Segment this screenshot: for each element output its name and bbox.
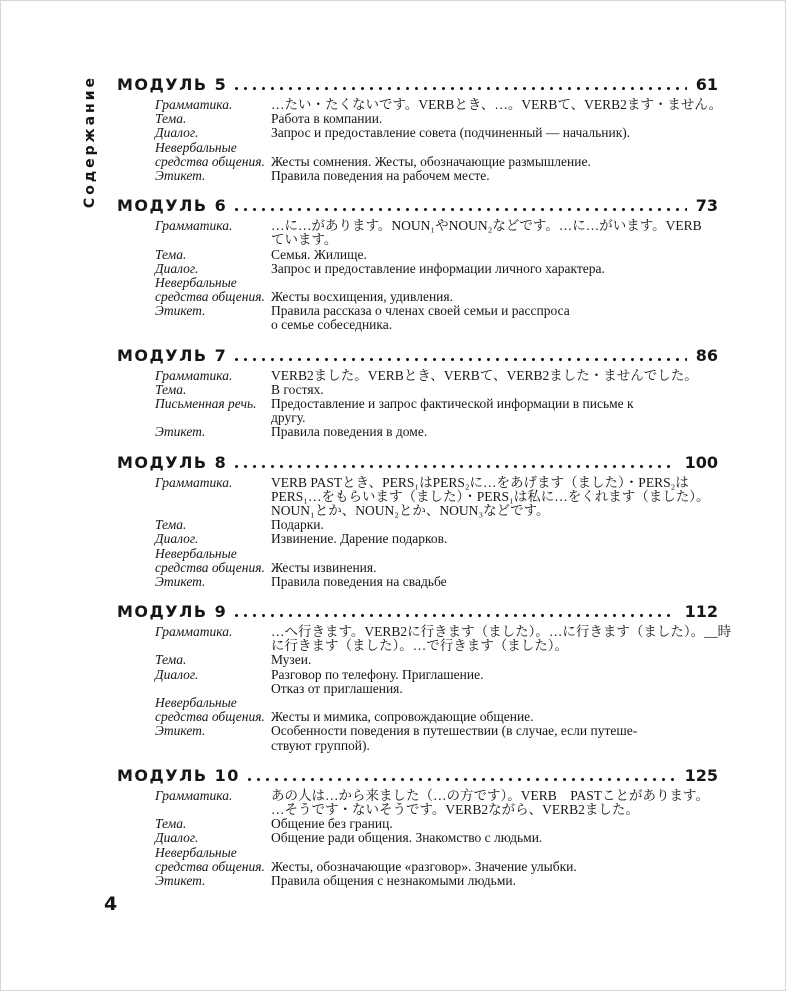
topic-text: ています。 (271, 232, 338, 248)
topic-label: средства общения. (155, 858, 265, 874)
topic-text: Жесты сомнения. Жесты, обозначающие размышление. (271, 153, 591, 169)
topic-label: Грамматика. (155, 787, 233, 803)
toc-line (117, 575, 718, 589)
topic-text: …に…があります。NOUN₁やNOUN₂などです。…に…がいます。VERB (271, 218, 702, 234)
topic-label: Грамматика. (155, 218, 233, 234)
toc-line (117, 369, 718, 383)
module-title: МОДУЛЬ 9 (117, 602, 228, 622)
topic-text: Жесты и мимика, сопровождающие общение. (271, 709, 534, 725)
topic-label: Тема. (155, 517, 187, 533)
toc-line (117, 169, 718, 183)
topic-label: Этикет. (155, 573, 206, 589)
page-number: 4 (104, 893, 118, 915)
module-page-number: 125 (684, 765, 718, 785)
toc-line (117, 846, 718, 860)
module-section (117, 453, 718, 590)
topic-text: Правила рассказа о членах своей семьи и расспроса (271, 303, 570, 319)
topic-text: Работа в компании. (271, 111, 383, 127)
toc-line (117, 696, 718, 710)
topic-text: Правила поведения на рабочем месте. (271, 167, 490, 183)
topic-text: …そうです・ないそうです。VERB2ながら、VERB2ました。 (271, 801, 639, 817)
topic-text: Правила поведения в доме. (271, 424, 428, 440)
toc-line (117, 126, 718, 140)
toc-line (117, 397, 718, 411)
toc-line (117, 304, 718, 318)
topic-text: Подарки. (271, 517, 324, 533)
topic-label: Письменная речь. (155, 396, 257, 411)
toc-line (117, 817, 718, 831)
toc-line (117, 411, 718, 425)
toc-line (117, 653, 718, 667)
topic-label (155, 639, 271, 653)
toc-line (117, 490, 718, 504)
toc-line (117, 141, 718, 155)
topic-text: Запрос и предоставление совета (подчиненный — начальник). (271, 125, 631, 141)
topic-text: Отказ от приглашения. (271, 680, 403, 696)
topic-label (155, 490, 271, 504)
topic-label: Этикет. (155, 303, 206, 319)
toc-line (117, 219, 718, 233)
topic-text: Жесты, обозначающие «разговор». Значение улыбки. (271, 858, 577, 874)
topic-text: Правила общения с незнакомыми людьми. (271, 872, 516, 888)
topic-label: Грамматика. (155, 97, 233, 112)
topic-text: Запрос и предоставление информации личного характера. (271, 260, 605, 276)
topic-label: Диалог. (155, 125, 199, 141)
topic-label: Грамматика. (155, 624, 233, 640)
toc-line (117, 248, 718, 262)
toc-line (117, 639, 718, 653)
module-page-number: 61 (695, 75, 718, 94)
module-page-number: 73 (695, 196, 718, 216)
topic-label: Грамматика. (155, 367, 233, 383)
dot-leader (235, 465, 675, 468)
topic-text: Семья. Жилище. (271, 246, 367, 262)
toc-line (117, 518, 718, 532)
topic-label (155, 233, 271, 247)
topic-text: другу. (271, 410, 306, 426)
toc-line (117, 561, 718, 575)
topic-label: средства общения. (155, 709, 265, 725)
toc-line (117, 831, 718, 845)
toc-line (117, 803, 718, 817)
topic-label (155, 739, 271, 753)
topic-text: Музеи. (271, 652, 312, 668)
topic-text: …へ行きます。VERB2に行きます（ました）。…に行きます（ました）。__時 (271, 624, 732, 640)
topic-text: Правила поведения на свадьбе (271, 573, 447, 589)
side-section-title: Содержание (82, 75, 98, 209)
topic-label (155, 411, 271, 425)
topic-text: VERB PASTとき、PERS₁はPERS₂に…をあげます（ました）・PERS₂は (271, 474, 689, 490)
topic-label: Невербальные (155, 545, 237, 561)
module-title: МОДУЛЬ 5 (117, 75, 228, 94)
module-page-number: 100 (684, 452, 718, 472)
toc-line (117, 233, 718, 247)
topic-label: Диалог. (155, 830, 199, 846)
module-heading (117, 75, 718, 95)
topic-label: Этикет. (155, 167, 206, 183)
table-of-contents (117, 75, 732, 901)
module-page-number: 112 (684, 602, 718, 622)
toc-line (117, 476, 718, 490)
topic-label: средства общения. (155, 289, 265, 305)
topic-text: Разговор по телефону. Приглашение. (271, 666, 484, 682)
topic-label (155, 504, 271, 518)
topic-text: о семье собеседника. (271, 317, 393, 333)
topic-label: Этикет. (155, 424, 206, 440)
module-section (117, 766, 718, 888)
topic-text: Жесты извинения. (271, 559, 377, 575)
topic-label: Этикет. (155, 872, 206, 888)
module-title: МОДУЛЬ 8 (117, 452, 228, 472)
topic-text: В гостях. (271, 381, 324, 397)
toc-line (117, 276, 718, 290)
toc-line (117, 724, 718, 738)
module-heading (117, 602, 718, 622)
topic-text: に行きます（ました）。…で行きます（ました）。 (271, 638, 568, 654)
topic-label: средства общения. (155, 559, 265, 575)
module-section (117, 346, 718, 440)
toc-line (117, 532, 718, 546)
dot-leader (235, 358, 686, 361)
topic-text: PERS₁…をもらいます（ました）・PERS₁は私に…をくれます（ました）。 (271, 488, 710, 504)
dot-leader (235, 208, 686, 211)
topic-label: Невербальные (155, 844, 237, 860)
topic-label (155, 803, 271, 817)
topic-text: Предоставление и запрос фактической информации в письме к (271, 396, 634, 411)
topic-label: Невербальные (155, 139, 237, 155)
topic-label: Тема. (155, 246, 187, 262)
module-heading (117, 453, 718, 473)
toc-line (117, 682, 718, 696)
toc-line (117, 425, 718, 439)
module-title: МОДУЛЬ 7 (117, 345, 228, 365)
topic-label: Диалог. (155, 531, 199, 547)
topic-text: VERB2ました。VERBとき、VERBて、VERB2ました・ませんでした。 (271, 367, 698, 383)
dot-leader (235, 614, 675, 617)
toc-line (117, 290, 718, 304)
dot-leader (248, 778, 676, 781)
topic-label: Тема. (155, 111, 187, 127)
module-section (117, 196, 718, 333)
module-heading (117, 196, 718, 216)
topic-label: Грамматика. (155, 474, 233, 490)
topic-text: NOUN₁とか、NOUN₂とか、NOUN₃などです。 (271, 502, 550, 518)
topic-label (155, 318, 271, 332)
toc-line (117, 112, 718, 126)
toc-line (117, 874, 718, 888)
toc-line (117, 739, 718, 753)
toc-line (117, 262, 718, 276)
toc-line (117, 668, 718, 682)
module-section (117, 75, 723, 183)
toc-line (117, 860, 718, 874)
topic-text: ствуют группой). (271, 737, 370, 753)
toc-line (117, 97, 723, 112)
topic-label: Невербальные (155, 274, 237, 290)
topic-label: Невербальные (155, 695, 237, 710)
module-section (117, 602, 732, 753)
topic-text: あの人は…から来ました（…の方です）。VERB PASTことがあります。 (271, 787, 709, 803)
topic-label: Диалог. (155, 666, 199, 682)
toc-line (117, 318, 718, 332)
topic-label: Тема. (155, 816, 187, 832)
toc-line (117, 624, 732, 640)
topic-label: Тема. (155, 381, 187, 397)
module-title: МОДУЛЬ 10 (117, 765, 240, 785)
toc-line (117, 547, 718, 561)
toc-line (117, 789, 718, 803)
topic-label: средства общения. (155, 153, 265, 169)
topic-text: Извинение. Дарение подарков. (271, 531, 448, 547)
topic-text: Жесты восхищения, удивления. (271, 289, 453, 305)
topic-text: Особенности поведения в путешествии (в случае, если путеше- (271, 723, 638, 739)
module-heading (117, 766, 718, 786)
topic-text: Общение без границ. (271, 816, 393, 832)
toc-line (117, 383, 718, 397)
topic-label: Этикет. (155, 723, 206, 739)
topic-label: Тема. (155, 652, 187, 668)
topic-label: Диалог. (155, 260, 199, 276)
dot-leader (235, 87, 686, 90)
module-page-number: 86 (695, 345, 718, 365)
toc-line (117, 504, 718, 518)
topic-text: …たい・たくないです。VERBとき、…。VERBて、VERB2ます・ません。 (271, 97, 723, 112)
module-heading (117, 346, 718, 366)
topic-label (155, 682, 271, 696)
module-title: МОДУЛЬ 6 (117, 196, 228, 216)
toc-line (117, 710, 718, 724)
toc-line (117, 155, 718, 169)
topic-text: Общение ради общения. Знакомство с людьми. (271, 830, 543, 846)
